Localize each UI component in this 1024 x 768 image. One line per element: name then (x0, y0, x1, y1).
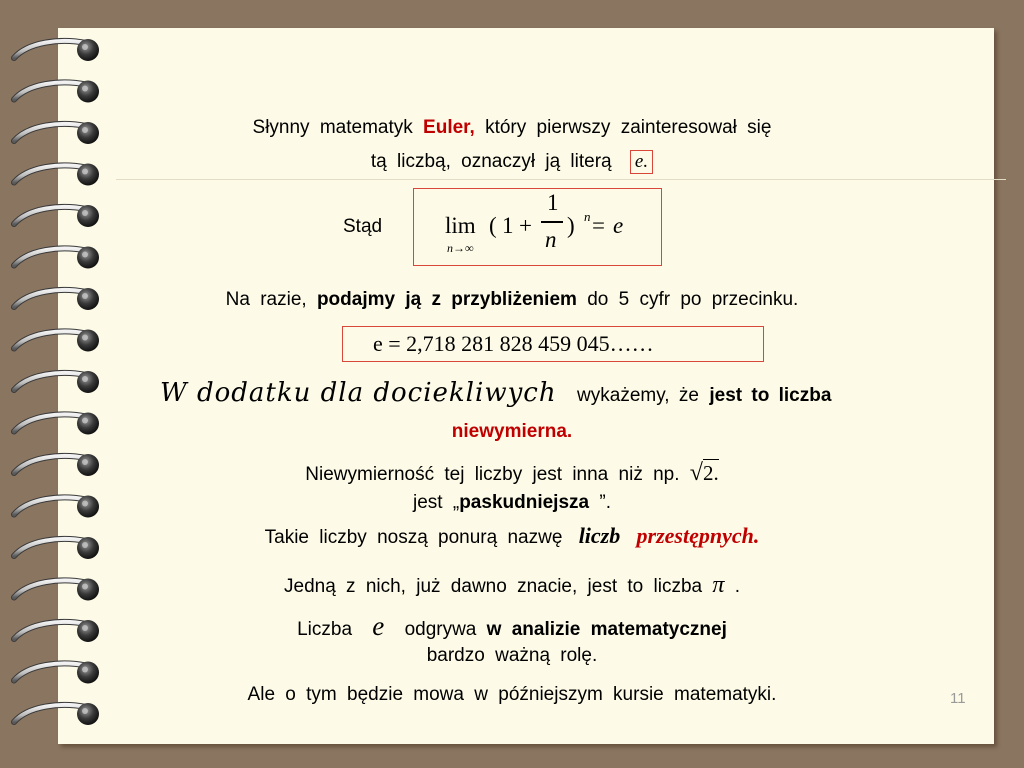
sqrt-argument: 2. (702, 461, 719, 485)
e-approximation-box (342, 326, 764, 362)
intro-line-2-text: tą liczbą, oznaczył ją literą (370, 151, 612, 172)
curious-script-text: W dodatku dla dociekliwych (160, 378, 557, 408)
curious-line (160, 378, 831, 408)
pi-line (0, 572, 1024, 599)
nastier-bold: paskudniejsza (459, 492, 590, 513)
limit-equals: = (592, 213, 605, 238)
intro-line-1 (0, 117, 1024, 139)
transcendental-word-1: liczb (578, 523, 621, 548)
e-approximation-value: e = 2,718 281 828 459 045…… (373, 331, 654, 356)
paren-close: ) (567, 213, 575, 238)
important-role-line: bardzo ważną rolę. (426, 645, 598, 666)
sqrt-two: √2. (689, 460, 719, 486)
lim-subscript: n→∞ (447, 241, 474, 255)
intro-text-pre: Słynny matematyk (252, 117, 413, 138)
analysis-mid: odgrywa (404, 619, 477, 640)
closing-line: Ale o tym będzie mowa w późniejszym kursie matematyki. (247, 684, 777, 705)
irrational-word: niewymierna. (451, 421, 573, 442)
euler-name: Euler, (423, 117, 475, 138)
fraction-numerator: 1 (547, 190, 559, 215)
analysis-pre: Liczba (297, 619, 353, 640)
transcendental-pre: Takie liczby noszą ponurą nazwę (264, 527, 563, 548)
approx-intro-pre: Na razie, (225, 289, 307, 310)
approx-intro-line (0, 289, 1024, 311)
approx-intro-bold: podajmy ją z przybliżeniem (316, 289, 577, 310)
transcendental-line (0, 523, 1024, 549)
nastier-line (0, 492, 1024, 514)
transcendental-word-2: przestępnych. (636, 523, 760, 548)
nastier-pre: jest „ (413, 492, 460, 513)
intro-text-post: który pierwszy zainteresował się (485, 117, 772, 138)
pi-period: . (734, 576, 740, 597)
irrationality-line (0, 460, 1024, 487)
limit-rhs-e: e (613, 213, 624, 238)
paren-open: ( (489, 213, 497, 238)
pi-symbol: π (712, 572, 725, 598)
fraction-denominator: n (545, 227, 557, 252)
limit-one: 1 (502, 213, 514, 238)
lim-operator: lim (445, 213, 476, 238)
letter-e-box: e. (630, 150, 653, 174)
nastier-post: ”. (589, 492, 611, 513)
limit-plus: + (519, 213, 532, 238)
intro-line-2 (0, 150, 1024, 174)
divider-line (116, 179, 1006, 180)
letter-e-large: e (372, 611, 385, 641)
curious-text-bold: jest to liczba (709, 385, 832, 406)
stad-label: Stąd (343, 216, 383, 237)
approx-intro-post: do 5 cyfr po przecinku. (587, 289, 799, 310)
limit-formula-box (413, 188, 662, 266)
pi-text: Jedną z nich, już dawno znacie, jest to liczba (284, 576, 703, 597)
fraction-bar (541, 221, 563, 223)
irrationality-text: Niewymierność tej liczby jest inna niż np. (305, 464, 680, 485)
analysis-bold: w analizie matematycznej (486, 619, 727, 640)
analysis-line (0, 611, 1024, 642)
limit-exponent: n (584, 209, 591, 224)
page-number: 11 (950, 690, 966, 707)
curious-text-post: wykażemy, że (577, 385, 699, 406)
